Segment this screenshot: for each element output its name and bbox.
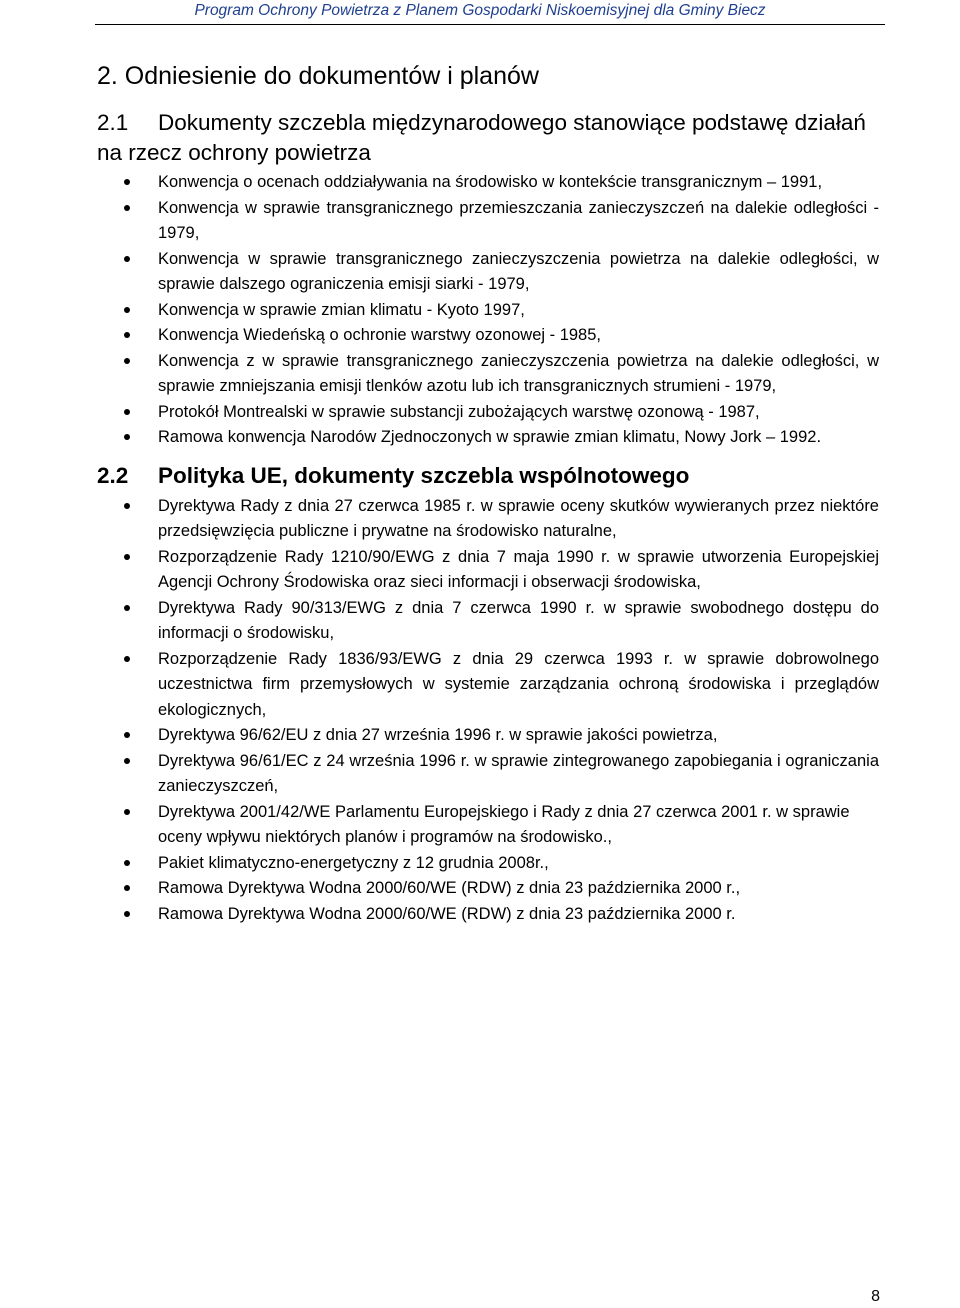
bullet-icon xyxy=(124,256,130,262)
bullet-icon xyxy=(124,503,130,509)
bullet-icon xyxy=(124,409,130,415)
list-item-text: Rozporządzenie Rady 1836/93/EWG z dnia 29 czerwca 1993 r. w sprawie dobrowolnego uczestnictwa firm przemysłowych w systemie zarządzania ochroną środowiska i przeglądów ekologicznych, xyxy=(158,649,879,719)
list-item-text: Konwencja w sprawie transgranicznego przemieszczania zanieczyszczeń na dalekie odległości - 1979, xyxy=(158,198,879,242)
list-item-text: Pakiet klimatyczno-energetyczny z 12 grudnia 2008r., xyxy=(158,853,549,872)
list-item xyxy=(97,170,879,196)
bullet-icon xyxy=(124,911,130,917)
bullet-icon xyxy=(124,758,130,764)
bullet-icon xyxy=(124,554,130,560)
list-item-text: Konwencja Wiedeńską o ochronie warstwy ozonowej - 1985, xyxy=(158,326,601,344)
list-item-text: Konwencja o ocenach oddziaływania na środowisko w kontekście transgranicznym – 1991, xyxy=(158,173,823,191)
list-item-text: Konwencja z w sprawie transgranicznego zanieczyszczenia powietrza na dalekie odległości, w sprawie zmniejszania emisji tlenków azotu lub ich transgranicznych strumieni - 1979, xyxy=(158,351,879,395)
list-item xyxy=(97,400,879,426)
list-item-text: Dyrektywa 96/61/EC z 24 września 1996 r. w sprawie zintegrowanego zapobiegania i ograniczania zanieczyszczeń, xyxy=(158,751,879,795)
list-item xyxy=(97,545,879,596)
eu-documents-list xyxy=(97,494,879,928)
bullet-icon xyxy=(124,332,130,338)
bullet-icon xyxy=(124,205,130,211)
list-item xyxy=(97,723,879,749)
list-item xyxy=(97,800,879,851)
list-item xyxy=(97,647,879,724)
section-number: 2.1 xyxy=(97,110,129,135)
list-item xyxy=(97,596,879,647)
list-item-text: Ramowa Dyrektywa Wodna 2000/60/WE (RDW) z dnia 23 października 2000 r. xyxy=(158,904,736,923)
list-item xyxy=(97,323,879,349)
list-item xyxy=(97,749,879,800)
section-title: Dokumenty szczebla międzynarodowego stanowiące podstawę działań na rzecz ochrony powietrza xyxy=(97,110,866,165)
list-item-text: Dyrektywa Rady z dnia 27 czerwca 1985 r. w sprawie oceny skutków wywieranych przez niektóre przedsięwzięcia publiczne i prywatne na środowisko naturalne, xyxy=(158,496,879,540)
bullet-icon xyxy=(124,860,130,866)
list-item-text: Rozporządzenie Rady 1210/90/EWG z dnia 7 maja 1990 r. w sprawie utworzenia Europejskiej Agencji Ochrony Środowiska oraz sieci informacji i obserwacji środowiska, xyxy=(158,547,879,591)
chapter-title: 2. Odniesienie do dokumentów i planów xyxy=(97,62,539,90)
list-item-text: Dyrektywa 2001/42/WE Parlamentu Europejskiego i Rady z dnia 27 czerwca 2001 r. w sprawie oceny wpływu niektórych planów i programów na środowisko., xyxy=(158,802,850,846)
list-item xyxy=(97,425,879,451)
bullet-icon xyxy=(124,434,130,440)
list-item xyxy=(97,876,879,902)
list-item xyxy=(97,902,879,928)
list-item-text: Protokół Montrealski w sprawie substancji zubożających warstwę ozonową - 1987, xyxy=(158,402,760,421)
section-title: Polityka UE, dokumenty szczebla wspólnotowego xyxy=(158,462,690,488)
running-header: Program Ochrony Powietrza z Planem Gospodarki Niskoemisyjnej dla Gminy Biecz xyxy=(194,2,766,19)
bullet-icon xyxy=(124,605,130,611)
bullet-icon xyxy=(124,732,130,738)
list-item xyxy=(97,247,879,298)
list-item xyxy=(97,196,879,247)
header-divider xyxy=(95,24,885,25)
page-content xyxy=(97,60,879,927)
section-number: 2.2 xyxy=(97,462,129,488)
bullet-icon xyxy=(124,358,130,364)
bullet-icon xyxy=(124,179,130,185)
list-item-text: Konwencja w sprawie transgranicznego zanieczyszczenia powietrza na dalekie odległości, w sprawie dalszego ograniczenia emisji siarki - 1979, xyxy=(158,249,879,293)
list-item-text: Ramowa Dyrektywa Wodna 2000/60/WE (RDW) z dnia 23 października 2000 r., xyxy=(158,879,741,897)
bullet-icon xyxy=(124,656,130,662)
bullet-icon xyxy=(124,885,130,891)
list-item xyxy=(97,851,879,877)
list-item-text: Dyrektywa Rady 90/313/EWG z dnia 7 czerwca 1990 r. w sprawie swobodnego dostępu do informacji o środowisku, xyxy=(158,598,879,642)
list-item xyxy=(97,349,879,400)
section-heading-2-2 xyxy=(97,461,879,491)
bullet-icon xyxy=(124,809,130,815)
international-documents-list xyxy=(97,170,879,451)
page-number: 8 xyxy=(871,1288,880,1305)
list-item-text: Konwencja w sprawie zmian klimatu - Kyoto 1997, xyxy=(158,300,525,319)
list-item xyxy=(97,494,879,545)
list-item-text: Ramowa konwencja Narodów Zjednoczonych w sprawie zmian klimatu, Nowy Jork – 1992. xyxy=(158,428,822,446)
section-heading-2-1 xyxy=(97,108,879,168)
bullet-icon xyxy=(124,307,130,313)
list-item-text: Dyrektywa 96/62/EU z dnia 27 września 1996 r. w sprawie jakości powietrza, xyxy=(158,726,718,744)
list-item xyxy=(97,298,879,324)
